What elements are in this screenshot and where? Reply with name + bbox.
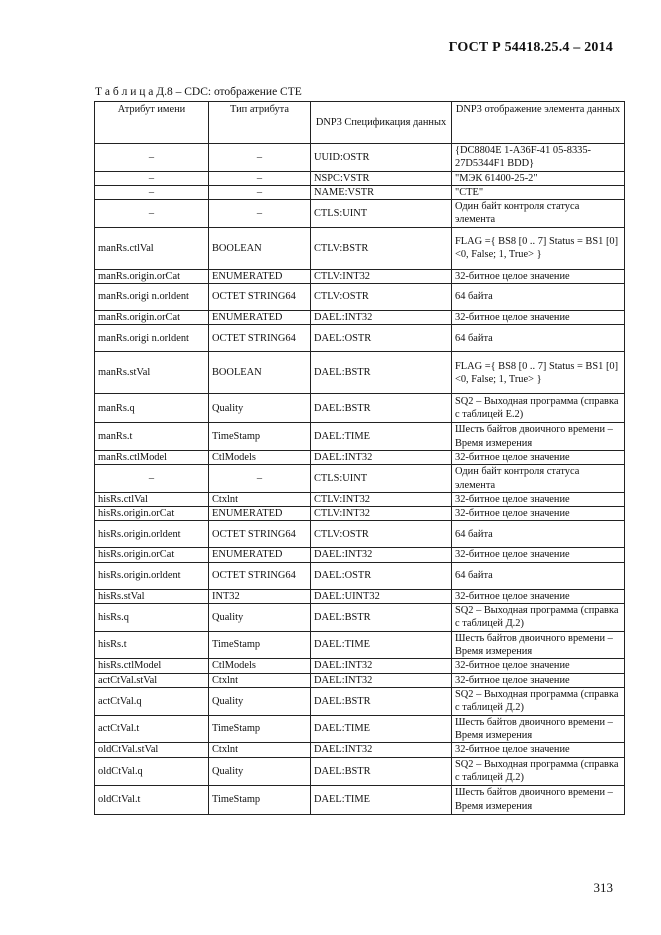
table-cell: "CTE" [452, 185, 625, 199]
table-cell: CTLS:UINT [311, 200, 452, 228]
table-cell: 64 байта [452, 521, 625, 548]
table-cell: DAEL:BSTR [311, 687, 452, 715]
table-cell: CTLV:INT32 [311, 507, 452, 521]
table-cell: Quality [209, 687, 311, 715]
column-header: Тип атрибута [209, 102, 311, 144]
table-cell: – [209, 465, 311, 493]
table-cell: OCTET STRING64 [209, 325, 311, 352]
column-header: DNP3 Спецификация данных [311, 102, 452, 144]
table-cell: DAEL:BSTR [311, 352, 452, 394]
table-cell: DAEL:OSTR [311, 562, 452, 589]
table-cell: manRs.origin.orCat [95, 269, 209, 283]
table-cell: hisRs.origin.orldent [95, 562, 209, 589]
table-cell: Ctxlnt [209, 673, 311, 687]
table-cell: 32-битное целое значение [452, 450, 625, 464]
table-cell: DAEL:TIME [311, 785, 452, 814]
table-cell: BOOLEAN [209, 227, 311, 269]
cte-mapping-table [94, 101, 625, 815]
table-cell: manRs.t [95, 423, 209, 451]
table-cell: TimeStamp [209, 715, 311, 743]
table-row [95, 394, 625, 423]
table-row [95, 284, 625, 311]
table-row [95, 352, 625, 394]
table-cell: CTLV:OSTR [311, 521, 452, 548]
table-cell: OCTET STRING64 [209, 562, 311, 589]
table-row [95, 589, 625, 603]
table-cell: oldCtVal.q [95, 757, 209, 785]
table-row [95, 659, 625, 673]
table-cell: manRs.origi n.orldent [95, 325, 209, 352]
table-cell: manRs.ctlModel [95, 450, 209, 464]
table-cell: SQ2 – Выходная программа (справка с таблицей Д.2) [452, 604, 625, 632]
table-row [95, 227, 625, 269]
table-caption: Т а б л и ц а Д.8 – CDC: отображение CTE [95, 86, 302, 98]
table-cell: DAEL:UINT32 [311, 589, 452, 603]
table-cell: – [209, 171, 311, 185]
column-header: DNP3 отображение элемента данных [452, 102, 625, 144]
table-row [95, 171, 625, 185]
table-cell: NAME:VSTR [311, 185, 452, 199]
table-cell: 64 байта [452, 284, 625, 311]
table-cell: DAEL:BSTR [311, 394, 452, 423]
table-cell: ENUMERATED [209, 311, 311, 325]
table-cell: 32-битное целое значение [452, 492, 625, 506]
table-cell: oldCtVal.t [95, 785, 209, 814]
table-cell: SQ2 – Выходная программа (справка с таблицей Д.2) [452, 757, 625, 785]
document-header: ГОСТ Р 54418.25.4 – 2014 [448, 40, 613, 55]
table-cell: 32-битное целое значение [452, 269, 625, 283]
table-cell: TimeStamp [209, 631, 311, 659]
table-cell: – [209, 185, 311, 199]
table-row [95, 743, 625, 757]
table-cell: Шесть байтов двоичного времени – Время измерения [452, 631, 625, 659]
table-cell: CTLV:INT32 [311, 492, 452, 506]
table-cell: hisRs.q [95, 604, 209, 632]
table-cell: {DC8804E 1-A36F-41 05-8335-27D5344F1 BDD} [452, 144, 625, 172]
table-cell: DAEL:OSTR [311, 325, 452, 352]
table-cell: 32-битное целое значение [452, 589, 625, 603]
table-cell: – [95, 185, 209, 199]
table-cell: DAEL:INT32 [311, 548, 452, 562]
table-cell: DAEL:BSTR [311, 757, 452, 785]
table-cell: TimeStamp [209, 423, 311, 451]
table-cell: OCTET STRING64 [209, 284, 311, 311]
table-cell: Ctxlnt [209, 492, 311, 506]
table-cell: 64 байта [452, 562, 625, 589]
table-row [95, 785, 625, 814]
table-cell: 32-битное целое значение [452, 659, 625, 673]
table-cell: DAEL:INT32 [311, 743, 452, 757]
table-cell: FLAG ={ BS8 [0 .. 7] Status = BS1 [0] <0, False; 1, True> } [452, 352, 625, 394]
table-row [95, 631, 625, 659]
column-header: Атрибут имени [95, 102, 209, 144]
table-cell: – [209, 144, 311, 172]
table-cell: Ctxlnt [209, 743, 311, 757]
table-row [95, 465, 625, 493]
page-number: 313 [593, 880, 613, 895]
table-cell: CTLV:INT32 [311, 269, 452, 283]
table-cell: 32-битное целое значение [452, 673, 625, 687]
table-cell: hisRs.ctlVal [95, 492, 209, 506]
table-cell: "МЭК 61400-25-2" [452, 171, 625, 185]
table-cell: ENUMERATED [209, 507, 311, 521]
table-cell: INT32 [209, 589, 311, 603]
table-cell: DAEL:INT32 [311, 659, 452, 673]
table-cell: Один байт контроля статуса элемента [452, 200, 625, 228]
table-cell: CtlModels [209, 450, 311, 464]
table-cell: UUID:OSTR [311, 144, 452, 172]
table-row [95, 144, 625, 172]
table-cell: actCtVal.q [95, 687, 209, 715]
table-row [95, 673, 625, 687]
table-cell: Шесть байтов двоичного времени – Время измерения [452, 785, 625, 814]
table-row [95, 269, 625, 283]
table-cell: hisRs.origin.orCat [95, 507, 209, 521]
table-cell: hisRs.stVal [95, 589, 209, 603]
table-cell: Шесть байтов двоичного времени – Время измерения [452, 423, 625, 451]
table-row [95, 687, 625, 715]
table-cell: ENUMERATED [209, 269, 311, 283]
table-cell: – [95, 200, 209, 228]
table-cell: CTLV:BSTR [311, 227, 452, 269]
table-cell: FLAG ={ BS8 [0 .. 7] Status = BS1 [0] <0, False; 1, True> } [452, 227, 625, 269]
table-body [95, 144, 625, 815]
table-cell: TimeStamp [209, 785, 311, 814]
table-cell: actCtVal.stVal [95, 673, 209, 687]
table-cell: manRs.ctlVal [95, 227, 209, 269]
table-row [95, 548, 625, 562]
table-cell: 32-битное целое значение [452, 548, 625, 562]
table-cell: hisRs.t [95, 631, 209, 659]
table-row [95, 423, 625, 451]
table-row [95, 507, 625, 521]
table-cell: DAEL:TIME [311, 423, 452, 451]
table-cell: Quality [209, 604, 311, 632]
table-row [95, 311, 625, 325]
table-cell: ENUMERATED [209, 548, 311, 562]
table-cell: manRs.q [95, 394, 209, 423]
table-row [95, 757, 625, 785]
table-cell: – [95, 171, 209, 185]
table-row [95, 521, 625, 548]
table-cell: – [209, 200, 311, 228]
table-cell: oldCtVal.stVal [95, 743, 209, 757]
table-row [95, 562, 625, 589]
table-cell: hisRs.origin.orldent [95, 521, 209, 548]
table-cell: hisRs.origin.orCat [95, 548, 209, 562]
table-cell: DAEL:INT32 [311, 673, 452, 687]
table-cell: Quality [209, 757, 311, 785]
table-cell: – [95, 144, 209, 172]
table-cell: DAEL:BSTR [311, 604, 452, 632]
table-cell: CTLV:OSTR [311, 284, 452, 311]
table-cell: manRs.stVal [95, 352, 209, 394]
table-row [95, 715, 625, 743]
table-header-row [95, 102, 625, 144]
table-row [95, 492, 625, 506]
table-cell: CtlModels [209, 659, 311, 673]
table-row [95, 200, 625, 228]
table-row [95, 325, 625, 352]
table-cell: 64 байта [452, 325, 625, 352]
table-cell: NSPC:VSTR [311, 171, 452, 185]
table-cell: 32-битное целое значение [452, 743, 625, 757]
table-cell: manRs.origi n.orldent [95, 284, 209, 311]
table-cell: SQ2 – Выходная программа (справка с таблицей Д.2) [452, 687, 625, 715]
table-row [95, 185, 625, 199]
table-cell: DAEL:TIME [311, 715, 452, 743]
table-cell: SQ2 – Выходная программа (справка с таблицей E.2) [452, 394, 625, 423]
table-cell: BOOLEAN [209, 352, 311, 394]
table-cell: Шесть байтов двоичного времени – Время измерения [452, 715, 625, 743]
table-cell: actCtVal.t [95, 715, 209, 743]
table-row [95, 604, 625, 632]
table-cell: 32-битное целое значение [452, 507, 625, 521]
table-cell: – [95, 465, 209, 493]
table-cell: Один байт контроля статуса элемента [452, 465, 625, 493]
table-cell: DAEL:INT32 [311, 450, 452, 464]
table-cell: DAEL:TIME [311, 631, 452, 659]
table-cell: Quality [209, 394, 311, 423]
table-cell: CTLS:UINT [311, 465, 452, 493]
table-cell: 32-битное целое значение [452, 311, 625, 325]
table-row [95, 450, 625, 464]
table-cell: hisRs.ctlModel [95, 659, 209, 673]
table-cell: manRs.origin.orCat [95, 311, 209, 325]
table-cell: DAEL:INT32 [311, 311, 452, 325]
table-cell: OCTET STRING64 [209, 521, 311, 548]
